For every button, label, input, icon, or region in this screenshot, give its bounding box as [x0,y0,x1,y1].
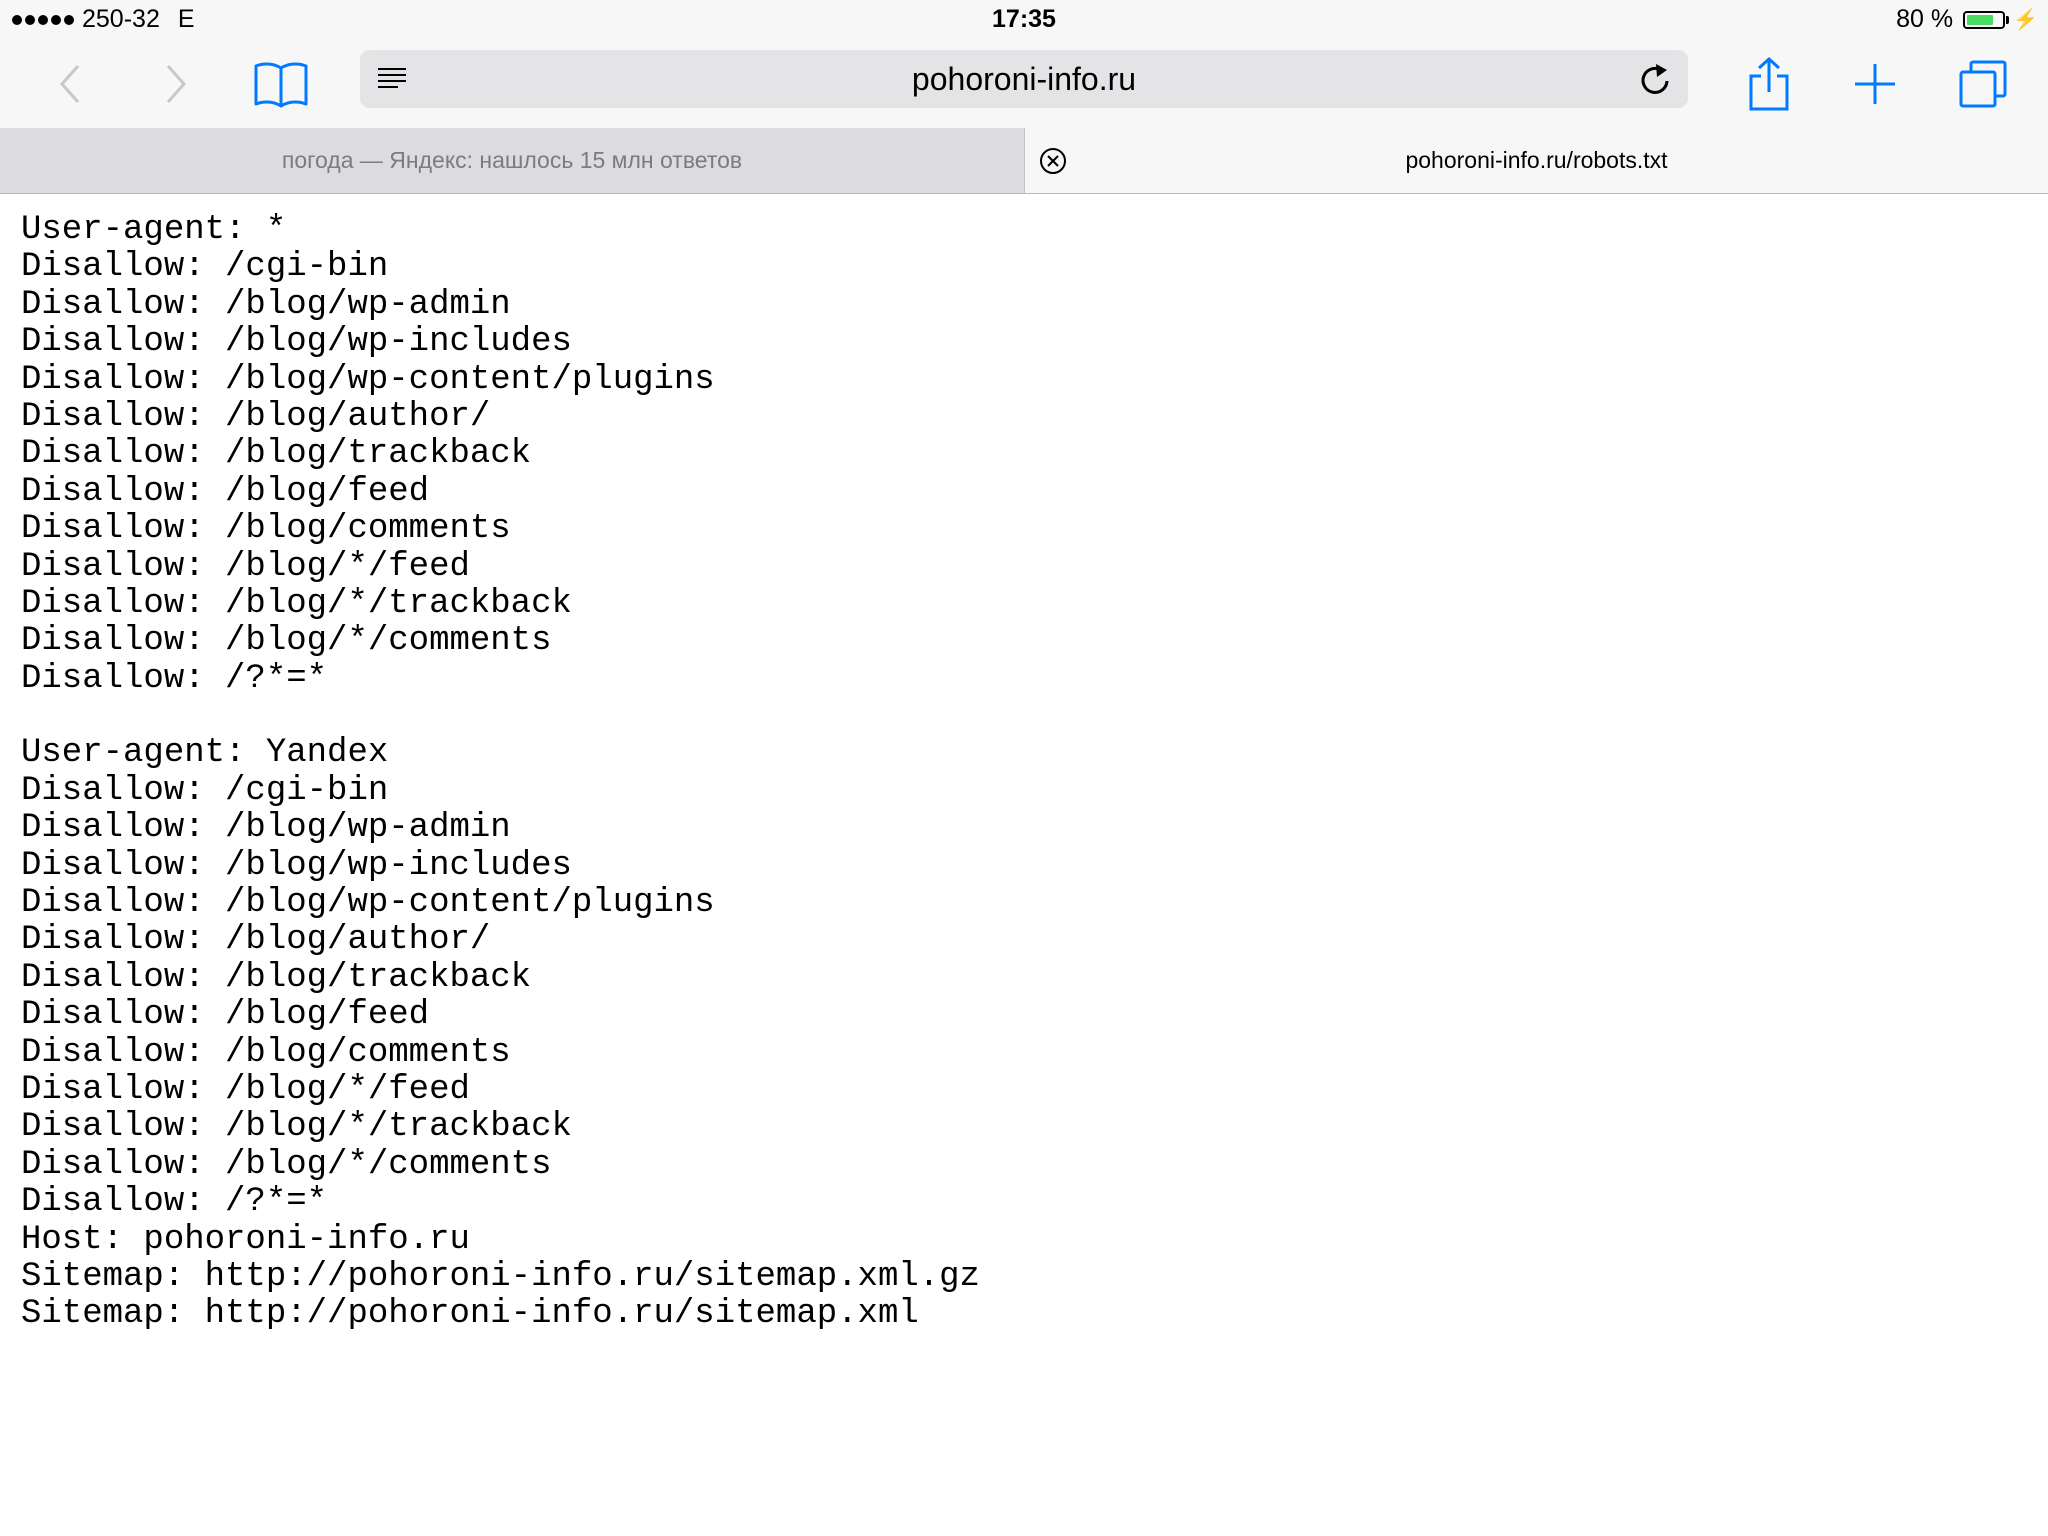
share-icon [1747,56,1791,112]
bookmarks-button[interactable] [250,40,312,128]
browser-toolbar [0,40,2048,128]
text-line: Disallow: /?*=* [21,1183,328,1222]
status-bar [0,0,2048,40]
text-line: Disallow: /blog/*/trackback [21,584,572,623]
carrier-name: 250-32 [82,5,160,33]
text-line: Host: pohoroni-info.ru [21,1220,470,1259]
plus-icon [1853,62,1897,106]
text-line: Disallow: /blog/trackback [21,435,532,474]
text-line: Disallow: /blog/author/ [21,921,491,960]
text-line: Disallow: /blog/wp-content/plugins [21,360,715,399]
tab-bar [0,128,2048,194]
text-line: Disallow: /blog/*/comments [21,1145,552,1184]
text-line: User-agent: * [21,211,287,249]
text-line: Disallow: /blog/wp-admin [21,809,511,848]
text-line: Sitemap: http://pohoroni-info.ru/sitemap.xml.gz [21,1257,980,1296]
tab-robots[interactable] [1024,128,2048,193]
text-line: Disallow: /blog/comments [21,1033,511,1072]
text-line: Disallow: /blog/feed [21,472,430,511]
tabs-button[interactable] [1956,40,2010,128]
book-icon [253,60,309,108]
back-button[interactable] [48,40,92,128]
text-line: Disallow: /blog/comments [21,510,511,549]
new-tab-button[interactable] [1850,40,1900,128]
battery-level [1967,15,1993,25]
text-line: Disallow: /blog/*/feed [21,547,470,586]
text-line: Disallow: /cgi-bin [21,771,389,810]
battery-icon [1963,11,2005,29]
text-line: Disallow: /blog/*/comments [21,622,552,661]
share-button[interactable] [1742,40,1796,128]
url-text[interactable]: pohoroni-info.ru [911,61,1137,97]
text-line: User-agent: Yandex [21,734,389,773]
forward-button[interactable] [154,40,198,128]
text-line: Disallow: /blog/trackback [21,958,532,997]
battery-percent: 80 % [1896,5,1954,33]
text-line: Sitemap: http://pohoroni-info.ru/sitemap.xml [21,1295,919,1334]
close-circle-icon[interactable] [1039,147,1067,175]
text-line: Disallow: /blog/feed [21,996,430,1035]
robots-txt-content [21,212,2048,1334]
address-bar[interactable] [360,50,1688,108]
blank-line [21,698,2048,735]
text-line: Disallow: /blog/wp-content/plugins [21,884,715,923]
clock: 17:35 [992,5,1056,33]
text-line: Disallow: /blog/*/feed [21,1070,470,1109]
text-line: Disallow: /blog/*/trackback [21,1108,572,1147]
tab-yandex[interactable]: погода — Яндекс: нашлось 15 млн ответов [281,147,743,173]
status-bar-right [1896,5,2038,34]
tab-title: pohoroni-info.ru/robots.txt [1405,147,1668,173]
text-line: Disallow: /blog/wp-includes [21,846,572,885]
network-type: E [177,5,195,33]
tabs-icon [1957,59,2009,109]
text-line: Disallow: /blog/author/ [21,397,491,436]
text-line: Disallow: /blog/wp-includes [21,323,572,362]
chevron-right-icon [164,63,188,105]
battery-cap [2006,16,2009,24]
bolt-icon: ⚡ [2013,9,2038,31]
chevron-left-icon [58,63,82,105]
text-line: Disallow: /?*=* [21,659,328,698]
text-line: Disallow: /blog/wp-admin [21,285,511,324]
reload-icon[interactable] [1640,62,1672,96]
text-line: Disallow: /cgi-bin [21,248,389,287]
